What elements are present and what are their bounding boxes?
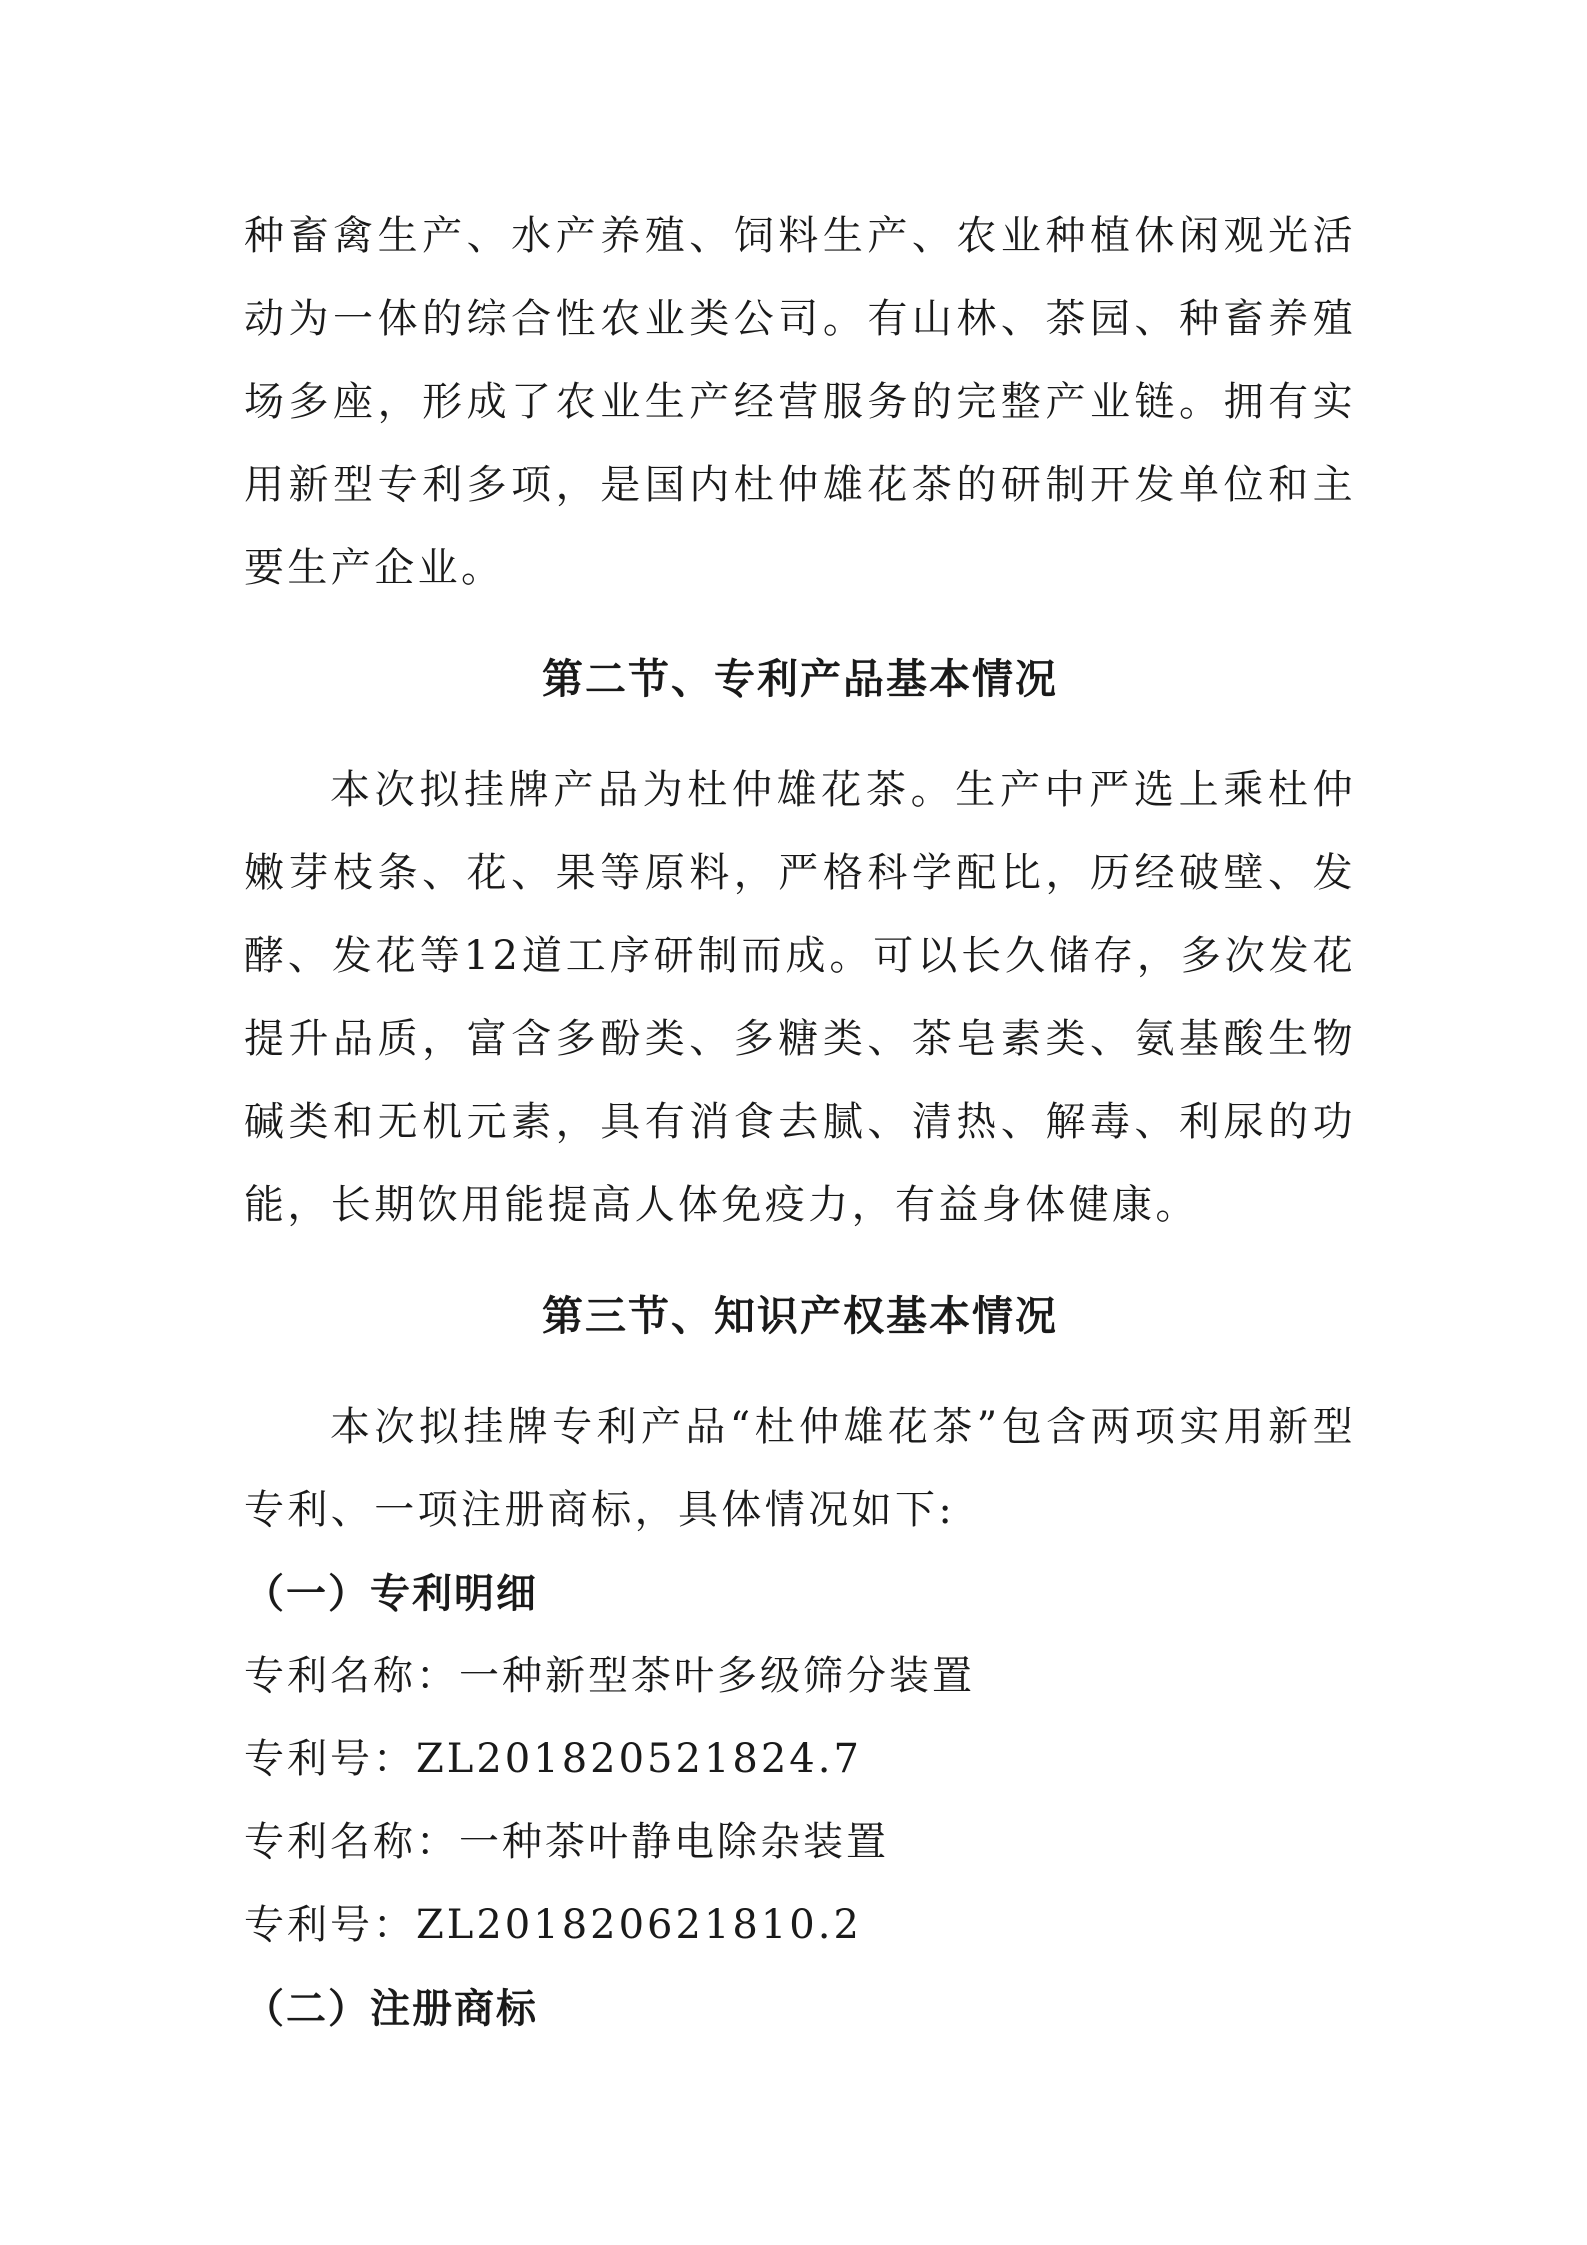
section2-paragraph: 本次拟挂牌产品为杜仲雄花茶。生产中严选上乘杜仲嫩芽枝条、花、果等原料，严格科学配比，历经破壁、发酵、发花等12道工序研制而成。可以长久储存，多次发花提升品质，富含多酚类、多糖类、茶皂素类、氨基酸生物碱类和无机元素，具有消食去腻、清热、解毒、利尿的功能，长期饮用能提高人体免疫力，有益身体健康。 bbox=[244, 767, 1356, 1228]
patent-2-number: 专利号：ZL201820621810.2 bbox=[244, 1902, 862, 1948]
intro-paragraph: 种畜禽生产、水产养殖、饲料生产、农业种植休闲观光活动为一体的综合性农业类公司。有山林、茶园、种畜养殖场多座，形成了农业生产经营服务的完整产业链。拥有实用新型专利多项，是国内杜仲雄花茶的研制开发单位和主要生产企业。 bbox=[244, 213, 1356, 591]
section2-heading: 第二节、专利产品基本情况 bbox=[542, 655, 1058, 703]
section3-paragraph: 本次拟挂牌专利产品“杜仲雄花茶”包含两项实用新型专利、一项注册商标，具体情况如下: bbox=[244, 1404, 1356, 1533]
trademark-subheading: （二）注册商标 bbox=[244, 1985, 538, 2032]
patent-1-number: 专利号：ZL201820521824.7 bbox=[244, 1736, 862, 1782]
page-content bbox=[244, 195, 1356, 2050]
patent-1-name: 专利名称：一种新型茶叶多级筛分装置 bbox=[244, 1653, 975, 1699]
patent-2-name: 专利名称：一种茶叶静电除杂装置 bbox=[244, 1819, 889, 1865]
patents-subheading: （一）专利明细 bbox=[244, 1570, 538, 1617]
section3-heading: 第三节、知识产权基本情况 bbox=[542, 1292, 1058, 1340]
